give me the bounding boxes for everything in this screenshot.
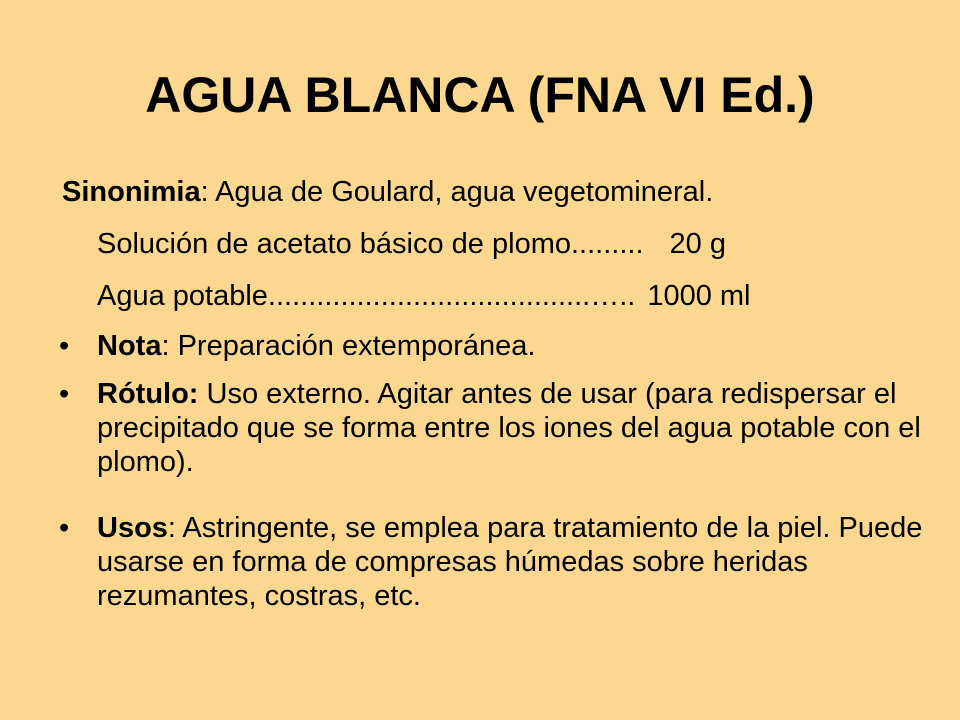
slide-title: AGUA BLANCA (FNA VI Ed.) (145, 67, 815, 123)
bullet-label: Nota (97, 330, 162, 362)
bullet-usos (97, 511, 937, 613)
bullet-text: : Astringente, se emplea para tratamiento de la piel. Puede usarse en forma de compresas húmedas sobre heridas rezumantes, costras, etc. (97, 512, 923, 612)
bullet-label: Rótulo: (97, 378, 199, 410)
synonyms-text: : Agua de Goulard, agua vegetomineral. (200, 176, 714, 208)
bullet-icon: • (59, 330, 70, 362)
formula-line-2 (97, 279, 751, 313)
bullet-label: Usos (97, 512, 168, 544)
formula-ingredient: Solución de acetato básico de plomo......... (97, 228, 644, 260)
bullet-icon: • (59, 512, 70, 544)
formula-amount: 20 g (669, 228, 726, 260)
bullet-text: Uso externo. Agitar antes de usar (para redispersar el precipitado que se forma entre los iones del agua potable con el plomo). (97, 378, 921, 478)
bullet-icon: • (59, 378, 70, 410)
bullet-rotulo (97, 377, 937, 479)
bullet-text: : Preparación extemporánea. (161, 330, 536, 362)
formula-line-1 (97, 227, 726, 261)
synonyms-line (62, 175, 713, 209)
synonyms-label: Sinonimia (62, 176, 201, 208)
bullet-nota (97, 329, 937, 363)
formula-ingredient: Agua potable........................................….. (97, 280, 636, 312)
formula-amount: 1000 ml (647, 280, 751, 312)
